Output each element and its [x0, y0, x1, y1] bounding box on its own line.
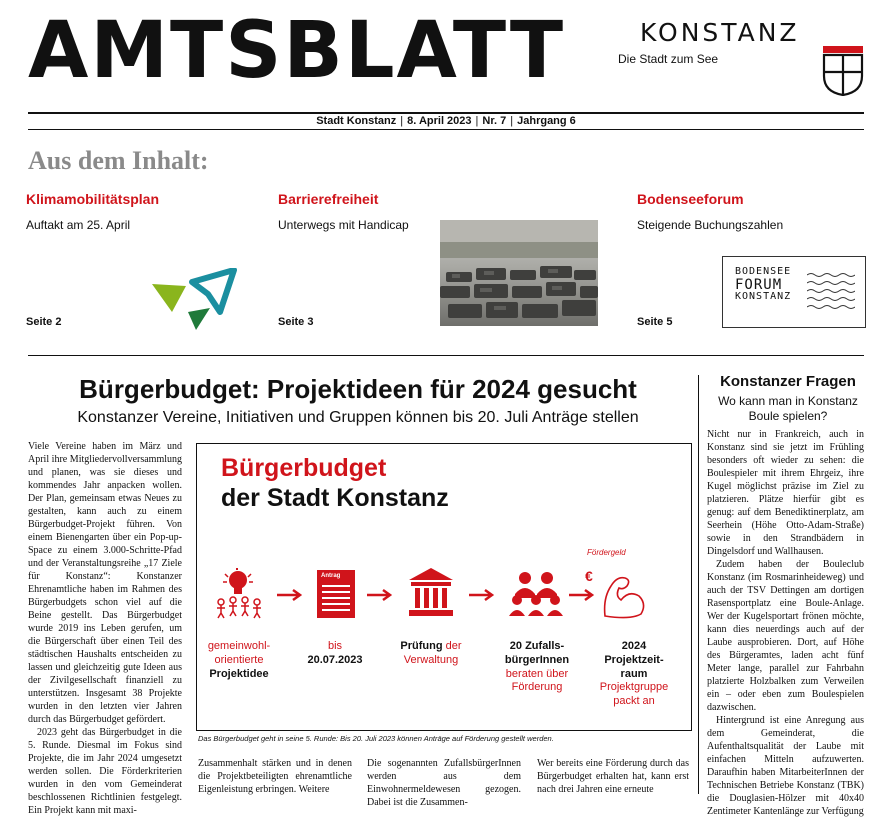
step-text: Förderung [511, 681, 563, 694]
step-text: bürgerInnen [504, 653, 570, 666]
issue-number: Nr. 7 [482, 115, 507, 127]
article-column-3 [367, 757, 521, 809]
arrow-right-icon [367, 588, 393, 602]
article-paragraph: Die sogenannten ZufallsbürgerInnen werden aus dem Einwohnermeldewesen gezogen. Dabei ist die Zusammen- [367, 758, 521, 808]
city-hall-icon [407, 568, 455, 618]
step-text: 20.07.2023 [307, 653, 363, 666]
step-text: Prüfung [400, 640, 443, 652]
article-paragraph: Zusammenhalt stärken und in denen die Projektbeteiligten ehrenamtliche Eigenleistung erbringen. Weitere [198, 758, 352, 795]
city-slogan: Die Stadt zum See [618, 52, 719, 66]
sidebar-question: Wo kann man in Konstanz Boule spielen? [718, 394, 858, 423]
step-projektidee [203, 640, 275, 681]
funding-label: Fördergeld [587, 548, 626, 557]
document-label: Antrag [321, 573, 341, 579]
teaser-subtitle-barriere: Unterwegs mit Handicap [278, 218, 409, 232]
sidebar-paragraph: Zudem haben der Bouleclub Konstanz (im Rosmarinheideweg) und auch der TSV Dettingen am dortigen Rasensportplatz eine Boule-Anlage. Wer der Kugelsportart frönen möchte, kann dies neuerdings auch auf der Laube ausprobieren. Dort, auf Höhe des Bürgeramtes, laden acht fünf Meter lange, parallel zur Fahrbahn platzierte Holzbalken zum Verweilen ein – oder eben zum Boulespielen dazwischen. [707, 559, 864, 713]
step-pruefung [393, 640, 469, 668]
paving-stones-photo [440, 220, 598, 326]
application-document-icon [317, 570, 355, 618]
teaser-page-barriere[interactable]: Seite 3 [278, 316, 314, 328]
step-text: 20 Zufalls- [509, 640, 565, 652]
arrow-right-icon [469, 588, 495, 602]
step-text: Projektgruppe [599, 681, 669, 694]
coat-of-arms-icon [822, 46, 864, 96]
infographic-caption: Das Bürgerbudget geht in seine 5. Runde: Bis 20. Juli 2023 können Anträge auf Förderung gestellt werden. [198, 734, 554, 743]
infographic-title-2: der Stadt Konstanz [221, 484, 449, 512]
teaser-subtitle-bodensee: Steigende Buchungszahlen [637, 218, 784, 232]
teaser-subtitle-klima: Auftakt am 25. April [26, 218, 131, 232]
masthead-rule [28, 112, 864, 114]
citizens-group-icon [509, 570, 563, 618]
article-column-1 [28, 440, 182, 817]
step-projektzeitraum [593, 640, 675, 709]
step-text: bis [327, 640, 343, 652]
arrow-right-icon [569, 588, 595, 602]
issue-date: 8. April 2023 [407, 115, 472, 127]
article-column-2 [198, 757, 352, 796]
sidebar-title: Konstanzer Fragen [720, 373, 856, 390]
article-column-4 [537, 757, 689, 796]
idea-people-icon [213, 568, 263, 620]
buergerbudget-infographic [196, 443, 692, 731]
bodenseeforum-logo [722, 256, 866, 328]
klimamobilitaet-logo-icon [150, 268, 240, 332]
issue-place: Stadt Konstanz [316, 115, 397, 127]
contents-heading: Aus dem Inhalt: [28, 146, 209, 175]
article-subhead: Konstanzer Vereine, Initiativen und Gruppen können bis 20. Juli Anträge stellen [77, 409, 639, 426]
sidebar-paragraph: Nicht nur in Frankreich, auch in Konstanz sind sie jetzt im Frühling besonders oft wieder zu sehen: die Boulespieler mit ihrem Ehrgeiz, ihre Kugel möglichst präzise im Ziel zu platzieren. Plätze hierfür gibt es genug: auf dem Benediktinerplatz, am Seerhein (Höhe Otto-Adam-Straße) sowie in den Strandbädern in Dingelsdorf und Wallhausen. [707, 429, 864, 557]
sidebar-paragraph: Hintergrund ist eine Anregung aus dem Gemeinderat, die Aufenthaltsqualität der Laube mit einfachen Mitteln aufzuwerten. Daraufhin haben MitarbeiterInnen der Technischen Betriebe Konstanz (TBK) die Douglasien-Hölzer mit 40x40 Zentimeter Kantenlänge zur Verfügung [707, 715, 864, 817]
step-text: raum [620, 667, 648, 680]
step-text: Projektidee [209, 667, 269, 680]
forum-logo-line2: FORUM [735, 276, 783, 293]
article-paragraph: 2023 geht das Bürgerbudget in die 5. Runde. Diesmal im Fokus sind Projekte, die im Jahr 2024 umgesetzt werden sollen. Die Förderkriterien wurden in den vom Gemeinderat beschlossenen Richtlinien festgelegt. Ein Projekt kann mit maxi- [28, 727, 182, 816]
article-headline: Bürgerbudget: Projektideen für 2024 gesucht [79, 374, 637, 404]
infographic-title-1: Bürgerbudget [221, 454, 387, 482]
teaser-page-klima[interactable]: Seite 2 [26, 316, 62, 328]
issue-volume: Jahrgang 6 [517, 115, 576, 127]
sidebar-text [707, 428, 864, 818]
forum-logo-line3: KONSTANZ [735, 291, 792, 303]
teaser-title-klima[interactable]: Klimamobilitätsplan [26, 191, 160, 207]
teaser-title-barriere[interactable]: Barrierefreiheit [278, 191, 379, 207]
step-text: packt an [613, 695, 655, 707]
flexed-arm-icon [601, 572, 647, 620]
article-paragraph: Wer bereits eine Förderung durch das Bürgerbudget erhalten hat, kann erst nach drei Jahren eine erneute [537, 758, 689, 795]
euro-symbol: € [585, 568, 593, 584]
arrow-right-icon [277, 588, 303, 602]
step-text: beraten über [505, 667, 569, 680]
step-text: der [445, 640, 462, 652]
issue-rule [28, 129, 864, 130]
issue-line: Stadt Konstanz | 8. April 2023 | Nr. 7 | Jahrgang 6 [316, 115, 576, 127]
teaser-page-bodensee[interactable]: Seite 5 [637, 316, 673, 328]
forum-logo-line1: BODENSEE [735, 266, 792, 277]
step-zufallsbuerger [497, 640, 577, 695]
sidebar-divider [698, 375, 699, 794]
step-deadline [297, 640, 373, 668]
contents-rule [28, 355, 864, 356]
step-text: gemeinwohl- [207, 640, 271, 652]
waves-icon [807, 271, 855, 311]
city-name: KONSTANZ [640, 18, 800, 47]
step-text: 2024 [621, 640, 647, 652]
article-paragraph: Viele Vereine haben im März und April ihre Mitgliedervollversammlung und planen, was sie dieses und kommendes Jahr anpacken wollen. Der Plan, gemeinsam etwas Neues zu gestalten, kann auch zu einem Bürgerbudget-Projekt führen. Von einem Bienengarten über ein Pop-up-Space zu einem 3.000-Schritte-Pfad und der Veranstaltungsreihe „17 Ziele für Konstanz“: Konstanzer Ehrenamtliche haben im Rahmen des Bürgerbudgets schon viel auf die Beine gestellt. Das Bürgerbudget wurde 2019 ins Leben gerufen, um die Bürgerschaft über einen Teil des städtischen Haushalts entscheiden zu lassen und gleichzeitig gute Ideen aus der Zivilgesellschaft finanziell zu unterstützen. Insgesamt 38 Projekte wurden in den letzten vier Jahren durch das Bürgerbudget gefördert. [28, 441, 182, 725]
masthead-title: AMTSBLATT [28, 6, 566, 96]
step-text: Verwaltung [403, 653, 459, 666]
step-text: orientierte [214, 653, 264, 666]
step-text: Projektzeit- [604, 653, 664, 666]
teaser-title-bodensee[interactable]: Bodenseeforum [637, 191, 744, 207]
